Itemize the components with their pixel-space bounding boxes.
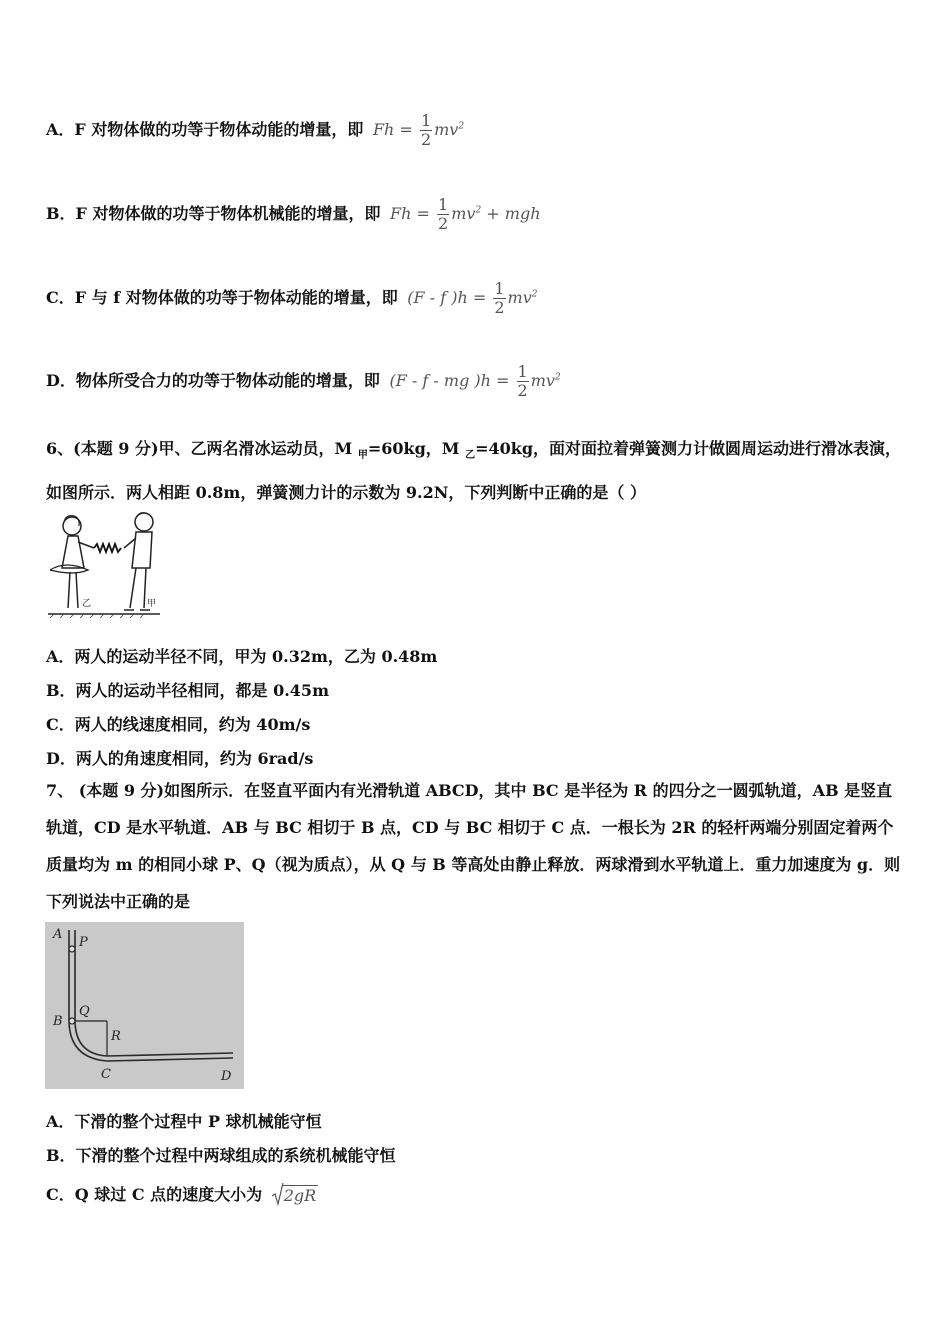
label-d: D — [221, 1069, 232, 1084]
q7-option-a: A．下滑的整个过程中 P 球机械能守恒 — [46, 1112, 322, 1131]
formula: Fh = $\frac{1}{2}$ $mv^2$ — [372, 111, 465, 149]
q6-option-b: B．两人的运动半径相同，都是 0.45m — [46, 681, 329, 700]
figure-label-jia: 甲 — [147, 599, 157, 609]
formula: (F - f )h = $\frac{1}{2}$ $mv^2$ — [407, 279, 538, 317]
figure-label-yi: 乙 — [82, 599, 92, 609]
label-a: A — [53, 927, 63, 942]
q5-option-d: D．物体所受合力的功等于物体动能的增量，即 (F - f - mg )h = $\frac{1}{2}$ $mv^2$ — [46, 362, 561, 400]
label-c: C — [101, 1067, 111, 1082]
q7-stem: 7、 (本题 9 分)如图所示．在竖直平面内有光滑轨道 ABCD，其中 BC 是半径为 R 的四分之一圆弧轨道，AB 是竖直轨道，CD 是水平轨道．AB 与 BC 相切于 B 点，CD 与 BC 相切于 C 点．一根长为 2R 的轻杆两端分别固定着两个质量均为 m 的相同小球 P、Q（视为质点），从 Q 与 B 等高处由静止释放．两球滑到水平轨道上．重力加速度为 g．则下列说法中正确的是 — [46, 781, 901, 911]
q7-option-c: C．Q 球过 C 点的速度大小为 2gR — [46, 1185, 317, 1205]
formula: (F - f - mg )h = $\frac{1}{2}$ $mv^2$ — [389, 362, 561, 400]
formula: Fh = $\frac{1}{2}$ $mv^2$ + mgh — [390, 195, 541, 233]
label-b: B — [53, 1014, 63, 1029]
q5-option-b: B．F 对物体做的功等于物体机械能的增量，即 Fh = $\frac{1}{2}$ $mv^2$ + mgh — [46, 195, 541, 233]
label-q: Q — [79, 1004, 90, 1019]
skaters-figure — [44, 508, 164, 618]
label-r: R — [111, 1029, 121, 1044]
track-figure — [45, 922, 244, 1089]
q6-option-d: D．两人的角速度相同，约为 6rad/s — [46, 749, 314, 768]
q5-option-a: A．F 对物体做的功等于物体动能的增量，即 Fh = $\frac{1}{2}$ $mv^2$ — [46, 111, 465, 149]
label-p: P — [79, 935, 88, 950]
q6-stem: 6、(本题 9 分)甲、乙两名滑冰运动员，M $_甲$=60kg，M $_乙$=40kg，面对面拉着弹簧测力计做圆周运动进行滑冰表演，如图所示．两人相距 0.8m，弹簧测力计的示数为 9.2N，下列判断中正确的是（ ） — [46, 439, 902, 503]
q7-option-b: B．下滑的整个过程中两球组成的系统机械能守恒 — [46, 1146, 396, 1165]
q5-option-c: C．F 与 f 对物体做的功等于物体动能的增量，即 (F - f )h = $\frac{1}{2}$ $mv^2$ — [46, 279, 538, 317]
q6-option-a: A．两人的运动半径不同，甲为 0.32m，乙为 0.48m — [46, 647, 438, 666]
q6-option-c: C．两人的线速度相同，约为 40m/s — [46, 715, 311, 734]
sqrt-formula: 2gR — [272, 1186, 318, 1205]
